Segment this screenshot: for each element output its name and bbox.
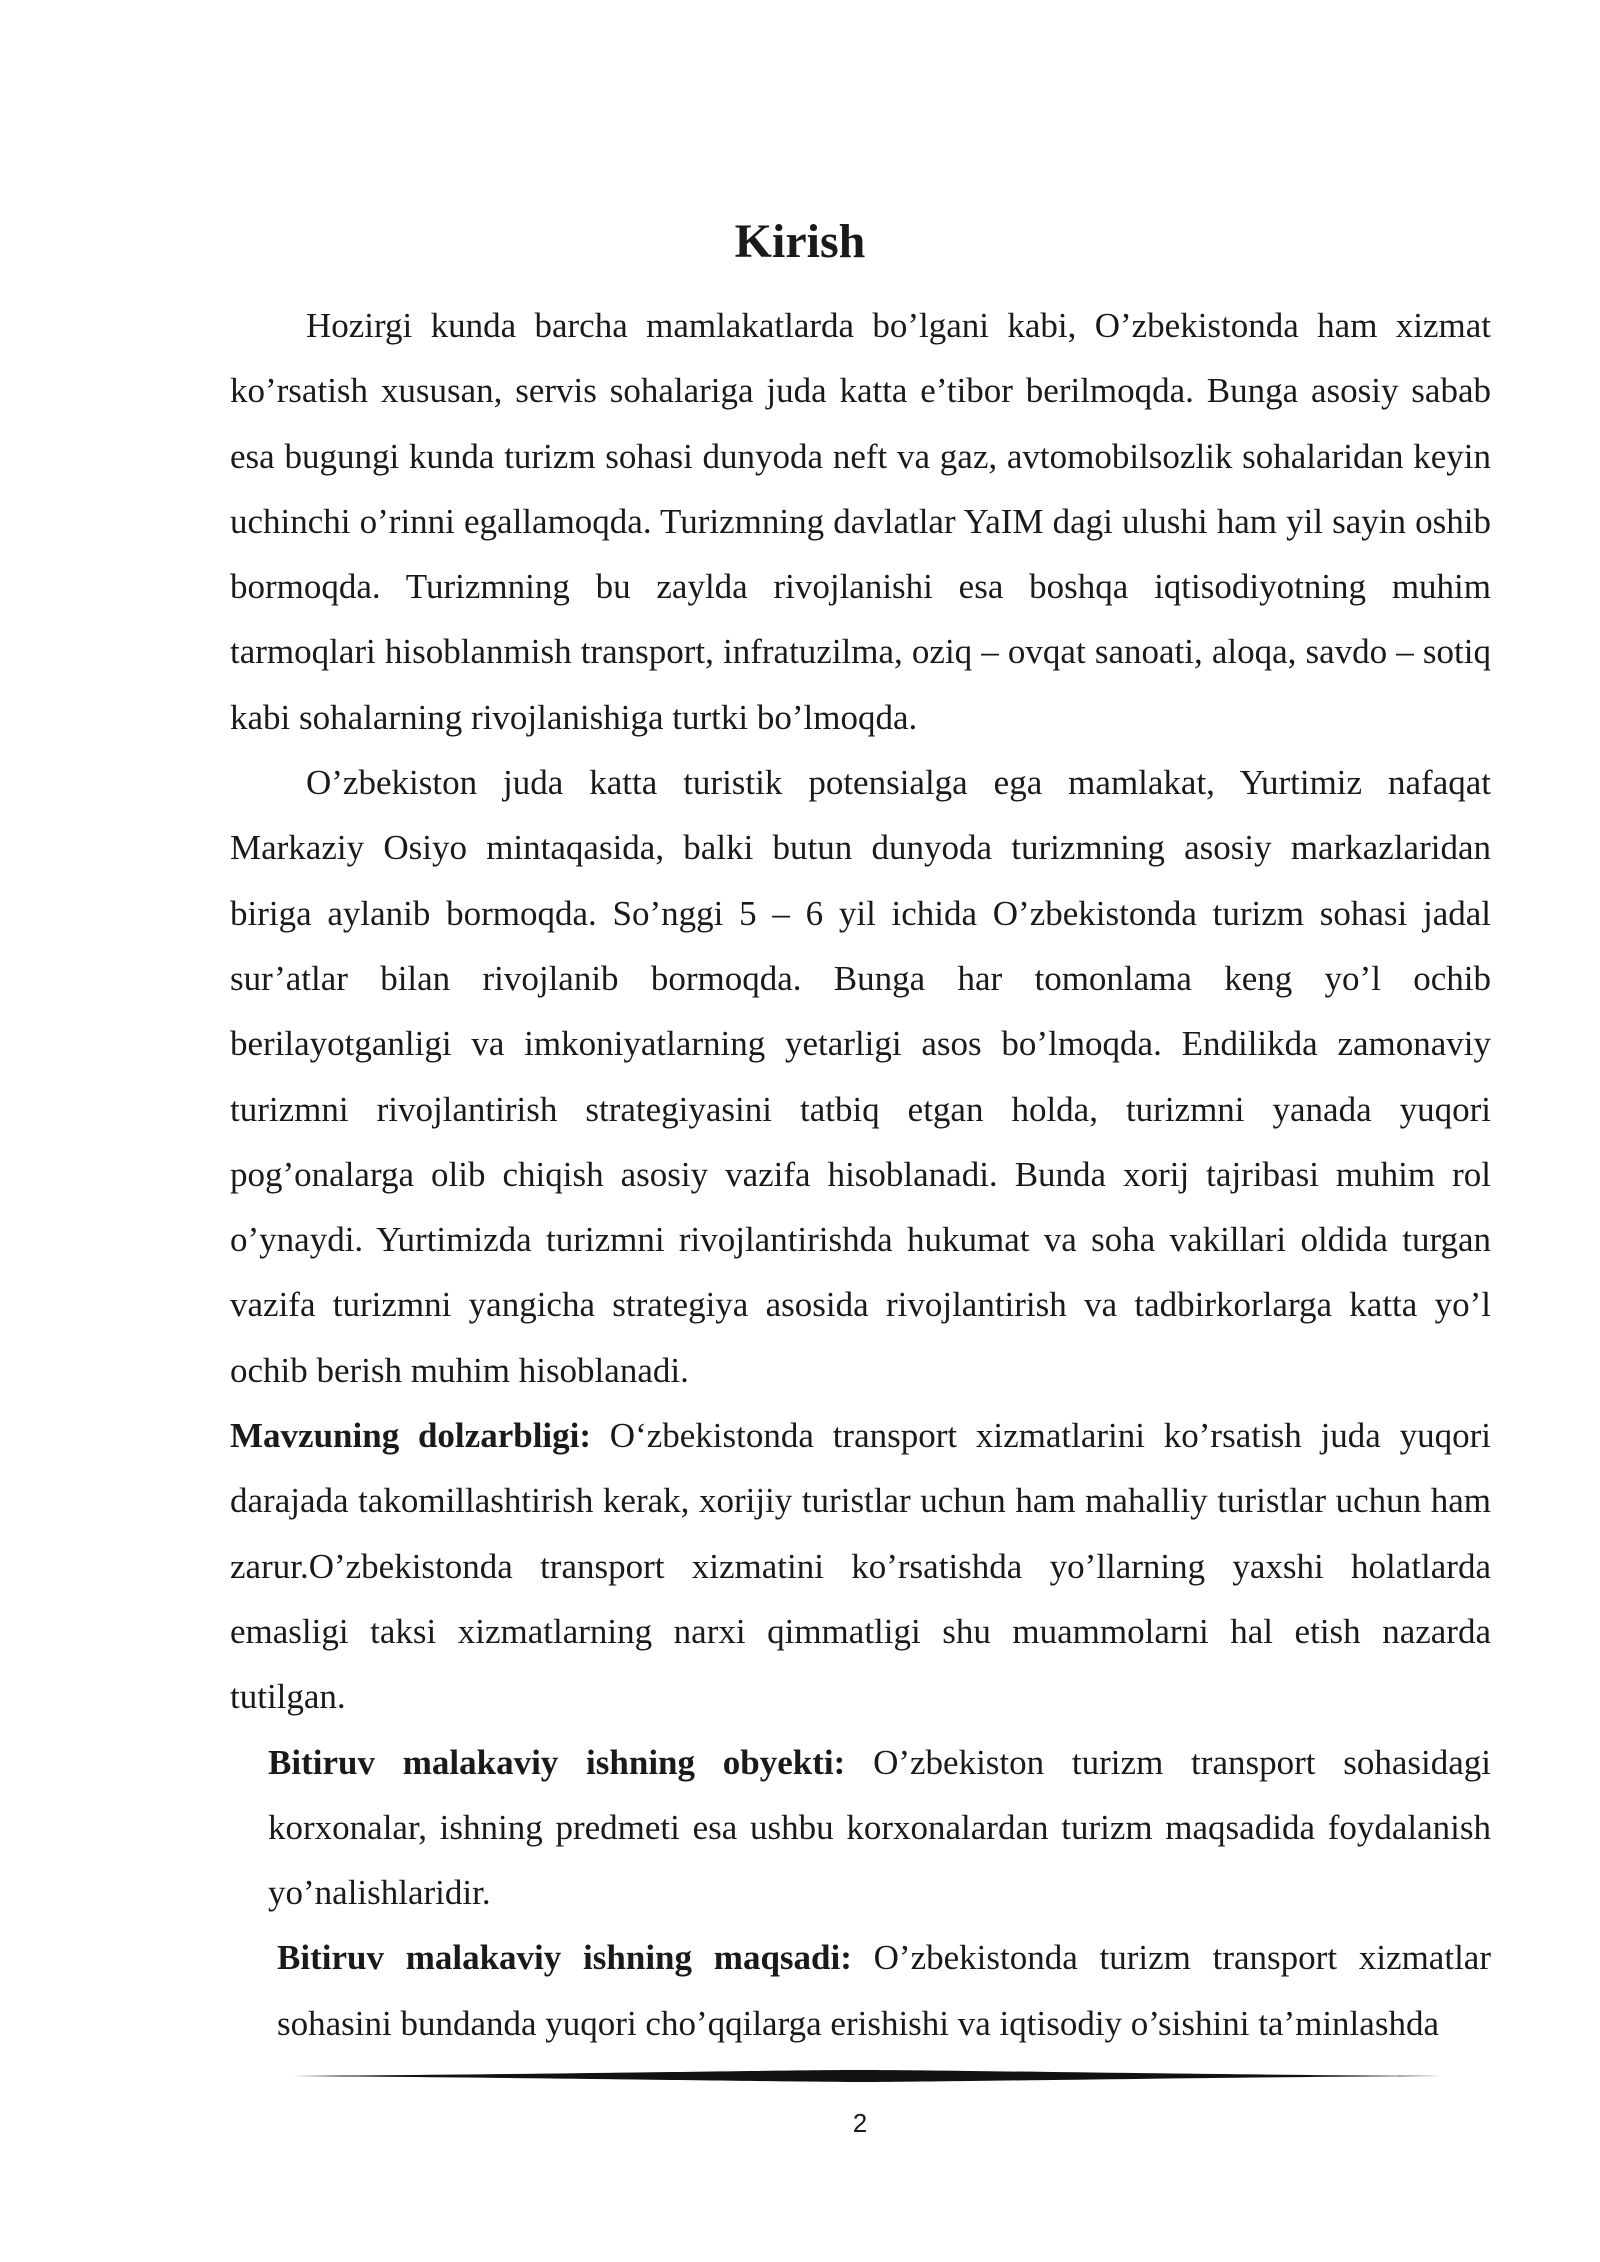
document-body [230, 293, 1491, 2056]
paragraph-object [230, 1730, 1491, 1926]
page-number: 2 [852, 2108, 868, 2138]
paragraph-goal [230, 1925, 1491, 2056]
object-text: O’zbekiston turizm transport sohasidagi korxonalar, ishning predmeti esa ushbu korxonalardan turizm maqsadida foydalanish yo’nalishlaridir. [268, 1742, 1492, 1913]
paragraph-intro-2: O’zbekiston juda katta turistik potensialga ega mamlakat, Yurtimiz nafaqat Markaziy Osiyo mintaqasida, balki butun dunyoda turizmning asosiy markazlaridan biriga aylanib bormoqda. So’nggi 5 – 6 yil ichida O’zbekistonda turizm sohasi jadal sur’atlar bilan rivojlanib bormoqda. Bunga har tomonlama keng yo’l ochib berilayotganligi va imkoniyatlarning yetarligi asos bo’lmoqda. Endilikda zamonaviy turizmni rivojlantirish strategiyasini tatbiq etgan holda, turizmni yanada yuqori pog’onalarga olib chiqish asosiy vazifa hisoblanadi. Bunda xorij tajribasi muhim rol o’ynaydi. Yurtimizda turizmni rivojlantirishda hukumat va soha vakillari oldida turgan vazifa turizmni yangicha strategiya asosida rivojlantirish va tadbirkorlarga katta yo’l ochib berish muhim hisoblanadi. [230, 763, 1491, 1390]
goal-label: Bitiruv malakaviy ishning maqsadi: [277, 1938, 852, 1978]
paragraph-relevance [230, 1403, 1491, 1729]
paragraph-intro-1: Hozirgi kunda barcha mamlakatlarda bo’lgani kabi, O’zbekistonda ham xizmat ko’rsatish xususan, servis sohalariga juda katta e’tibor berilmoqda. Bunga asosiy sabab esa bugungi kunda turizm sohasi dunyoda neft va gaz, avtomobilsozlik sohalaridan keyin uchinchi o’rinni egallamoqda. Turizmning davlatlar YaIM dagi ulushi ham yil sayin oshib bormoqda. Turizmning bu zaylda rivojlanishi esa boshqa iqtisodiyotning muhim tarmoqlari hisoblanmish transport, infratuzilma, oziq – ovqat sanoati, aloqa, savdo – sotiq kabi sohalarning rivojlanishiga turtki bo’lmoqda. [230, 306, 1491, 737]
relevance-text: O‘zbekistonda transport xizmatlarini ko’rsatish juda yuqori darajada takomillashtirish kerak, xorijiy turistlar uchun ham mahalliy turistlar uchun ham zarur.O’zbekistonda transport xizmatini ko’rsatishda yo’llarning yaxshi holatlarda emasligi taksi xizmatlarning narxi qimmatligi shu muammolarni hal etish nazarda tutilgan. [230, 1416, 1492, 1717]
goal-text: O’zbekistonda turizm transport xizmatlar sohasini bundanda yuqori cho’qqilarga erishishi va iqtisodiy o’sishini ta’minlashda [277, 1938, 1491, 2043]
page-title: Kirish [734, 215, 866, 268]
object-label: Bitiruv malakaviy ishning obyekti: [268, 1742, 846, 1782]
relevance-label: Mavzuning dolzarbligi: [230, 1416, 592, 1456]
footer-divider [280, 2070, 1442, 2082]
